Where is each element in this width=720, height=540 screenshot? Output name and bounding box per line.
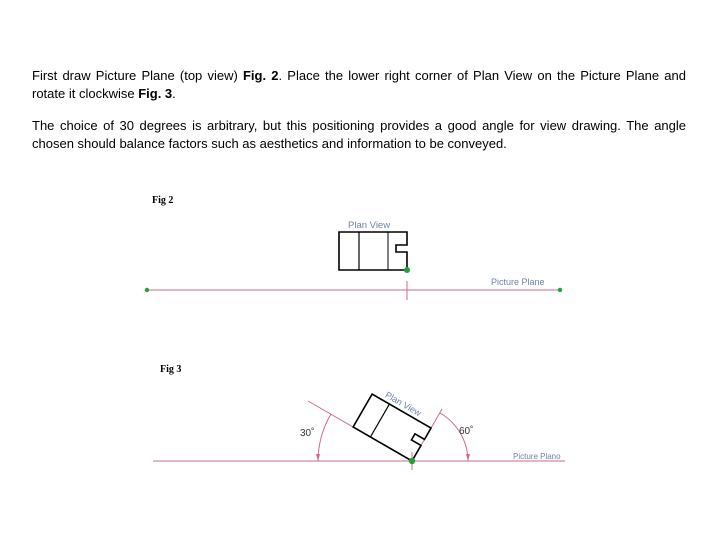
fig3-plan-view-shape [353, 394, 431, 461]
fig3-angle-left-label: 30˚ [300, 428, 315, 439]
fig2-picture-plane-label: Picture Plane [491, 277, 545, 287]
fig2-plan-view-shape [339, 232, 407, 270]
fig3-left-arc-arrow [316, 454, 320, 461]
fig3-plan-divider [370, 404, 389, 437]
fig2-plan-view-label: Plan View [348, 220, 391, 231]
fig2-plane-right-point [558, 288, 562, 292]
fig2-label: Fig 2 [152, 195, 174, 206]
intro-text-3: . [172, 86, 176, 101]
fig3-angle-right-label: 60˚ [459, 426, 474, 437]
fig3-right-arc-arrow [466, 454, 470, 461]
fig3-left-angle-arc [318, 414, 331, 461]
fig3-plan-view-rotated [353, 384, 437, 461]
fig2-corner-point [404, 267, 410, 273]
fig3-plan-view-label: Plan View [383, 389, 424, 419]
fig2-reference: Fig. 2 [242, 68, 279, 83]
angle-choice-paragraph: The choice of 30 degrees is arbitrary, but this positioning provides a good angle for view drawing. The angle chosen should balance factors such as aesthetics and information to be conveyed. [32, 118, 686, 151]
fig3-right-angle-arc [440, 413, 468, 461]
intro-text-1: First draw Picture Plane (top view) [32, 68, 243, 83]
fig3-picture-plane-label: Picture Plano [513, 452, 561, 461]
fig2-plane-left-point [145, 288, 149, 292]
intro-text-2: . Place the lower right corner of Plan View on the Picture Plane and rotate it clockwise [32, 68, 687, 101]
fig3-corner-point [409, 458, 415, 464]
fig3-reference: Fig. 3 [138, 86, 173, 101]
figure-3 [153, 384, 565, 470]
figure-2 [145, 220, 562, 300]
fig3-label: Fig 3 [160, 364, 182, 375]
